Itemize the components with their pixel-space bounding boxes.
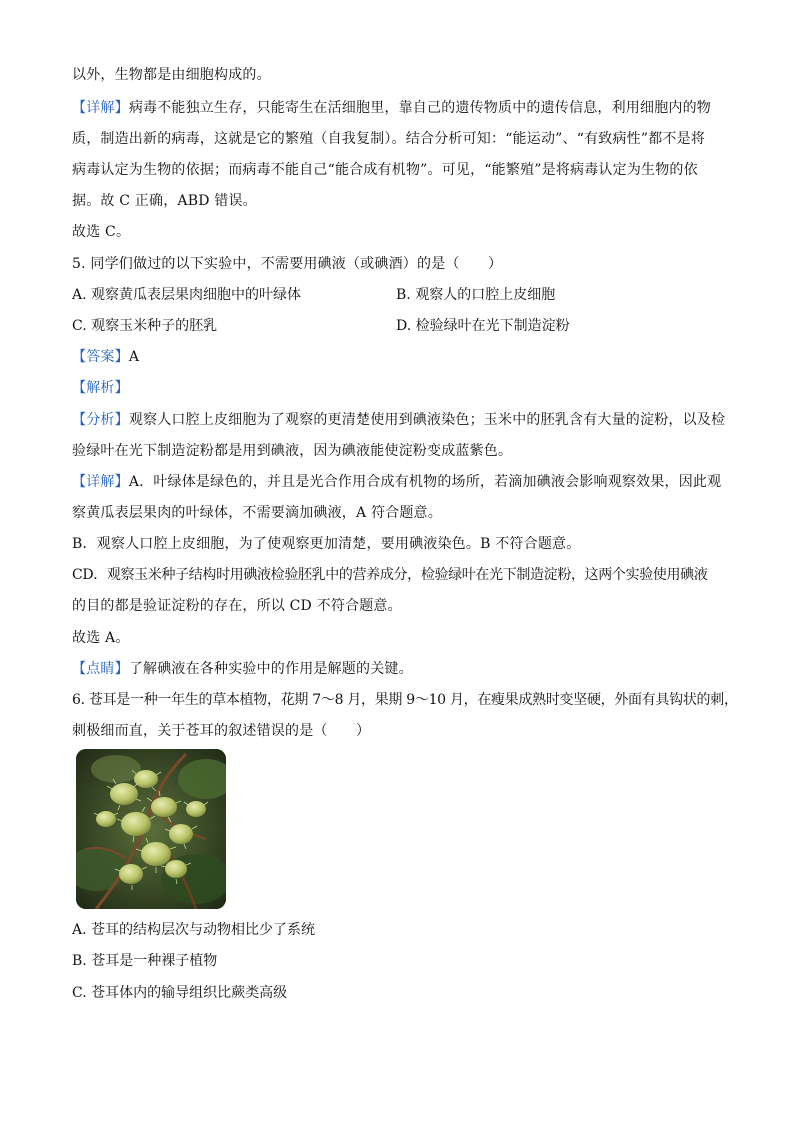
text-line: 【详解】病毒不能独立生存，只能寄生在活细胞里，靠自己的遗传物质中的遗传信息，利用细胞内的物 [72,100,712,116]
text-line: 的目的都是验证淀粉的存在，所以 CD 不符合题意。 [72,598,402,614]
analysis-heading [72,378,724,398]
text-line: 察黄瓜表层果肉的叶绿体，不需要滴加碘液，A 符合题意。 [72,505,442,521]
option-d: D. 检验绿叶在光下制造淀粉 [396,318,570,334]
cocklebur-photo [76,749,226,909]
text-line: 病毒认定为生物的依据；而病毒不能自己“能合成有机物”。可见，“能繁殖”是将病毒认定为生物的依 [72,162,698,178]
section-tag: 【点睛】 [72,661,129,677]
q6-option-a: A. 苍耳的结构层次与动物相比少了系统 [72,922,316,938]
section-tag: 【详解】 [72,100,129,116]
text-line: 以外，生物都是由细胞构成的。 [72,67,271,83]
text-line: 【详解】A．叶绿体是绿色的，并且是光合作用合成有机物的场所，若滴加碘液会影响观察效果，因此观 [72,474,722,490]
q6-option-c: C. 苍耳体内的输导组织比蕨类高级 [72,985,288,1001]
text-line: 据。故 C 正确，ABD 错误。 [72,193,257,209]
text-line: 质，制造出新的病毒，这就是它的繁殖（自我复制）。结合分析可知：“能运动”、“有致病性”都不是将 [72,131,706,147]
section-tag: 【详解】 [72,474,129,490]
question-5: 5. 同学们做过的以下实验中，不需要用碘液（或碘酒）的是（ ） [72,256,503,272]
text-line: 验绿叶在光下制造淀粉都是用到碘液，因为碘液能使淀粉变成蓝紫色。 [72,443,513,459]
text-line: 【点睛】了解碘液在各种实验中的作用是解题的关键。 [72,661,413,677]
text-line: 故选 C。 [72,224,131,240]
text-line: CD．观察玉米种子结构时用碘液检验胚乳中的营养成分，检验绿叶在光下制造淀粉，这两个实验使用碘液 [72,567,708,583]
option-c: C. 观察玉米种子的胚乳 [72,318,218,334]
text-line: B．观察人口腔上皮细胞，为了使观察更加清楚，要用碘液染色。B 不符合题意。 [72,536,581,552]
text-line: 刺极细而直，关于苍耳的叙述错误的是（ ） [72,723,371,739]
option-a: A. 观察黄瓜表层果肉细胞中的叶绿体 [72,287,302,303]
section-tag: 【答案】 [72,349,129,365]
section-tag: 【解析】 [72,380,129,396]
question-6: 6. 苍耳是一种一年生的草本植物，花期 7～8 月，果期 9～10 月，在瘦果成熟时变坚硬，外面有具钩状的刺， [72,692,738,708]
section-tag: 【分析】 [72,412,129,428]
text-line: 【分析】观察人口腔上皮细胞为了观察的更清楚使用到碘液染色；玉米中的胚乳含有大量的淀粉，以及检 [72,412,726,428]
option-b: B. 观察人的口腔上皮细胞 [396,287,556,303]
q6-option-b: B. 苍耳是一种裸子植物 [72,953,218,969]
answer-line: 【答案】A [72,349,140,365]
text-line: 故选 A。 [72,630,130,646]
